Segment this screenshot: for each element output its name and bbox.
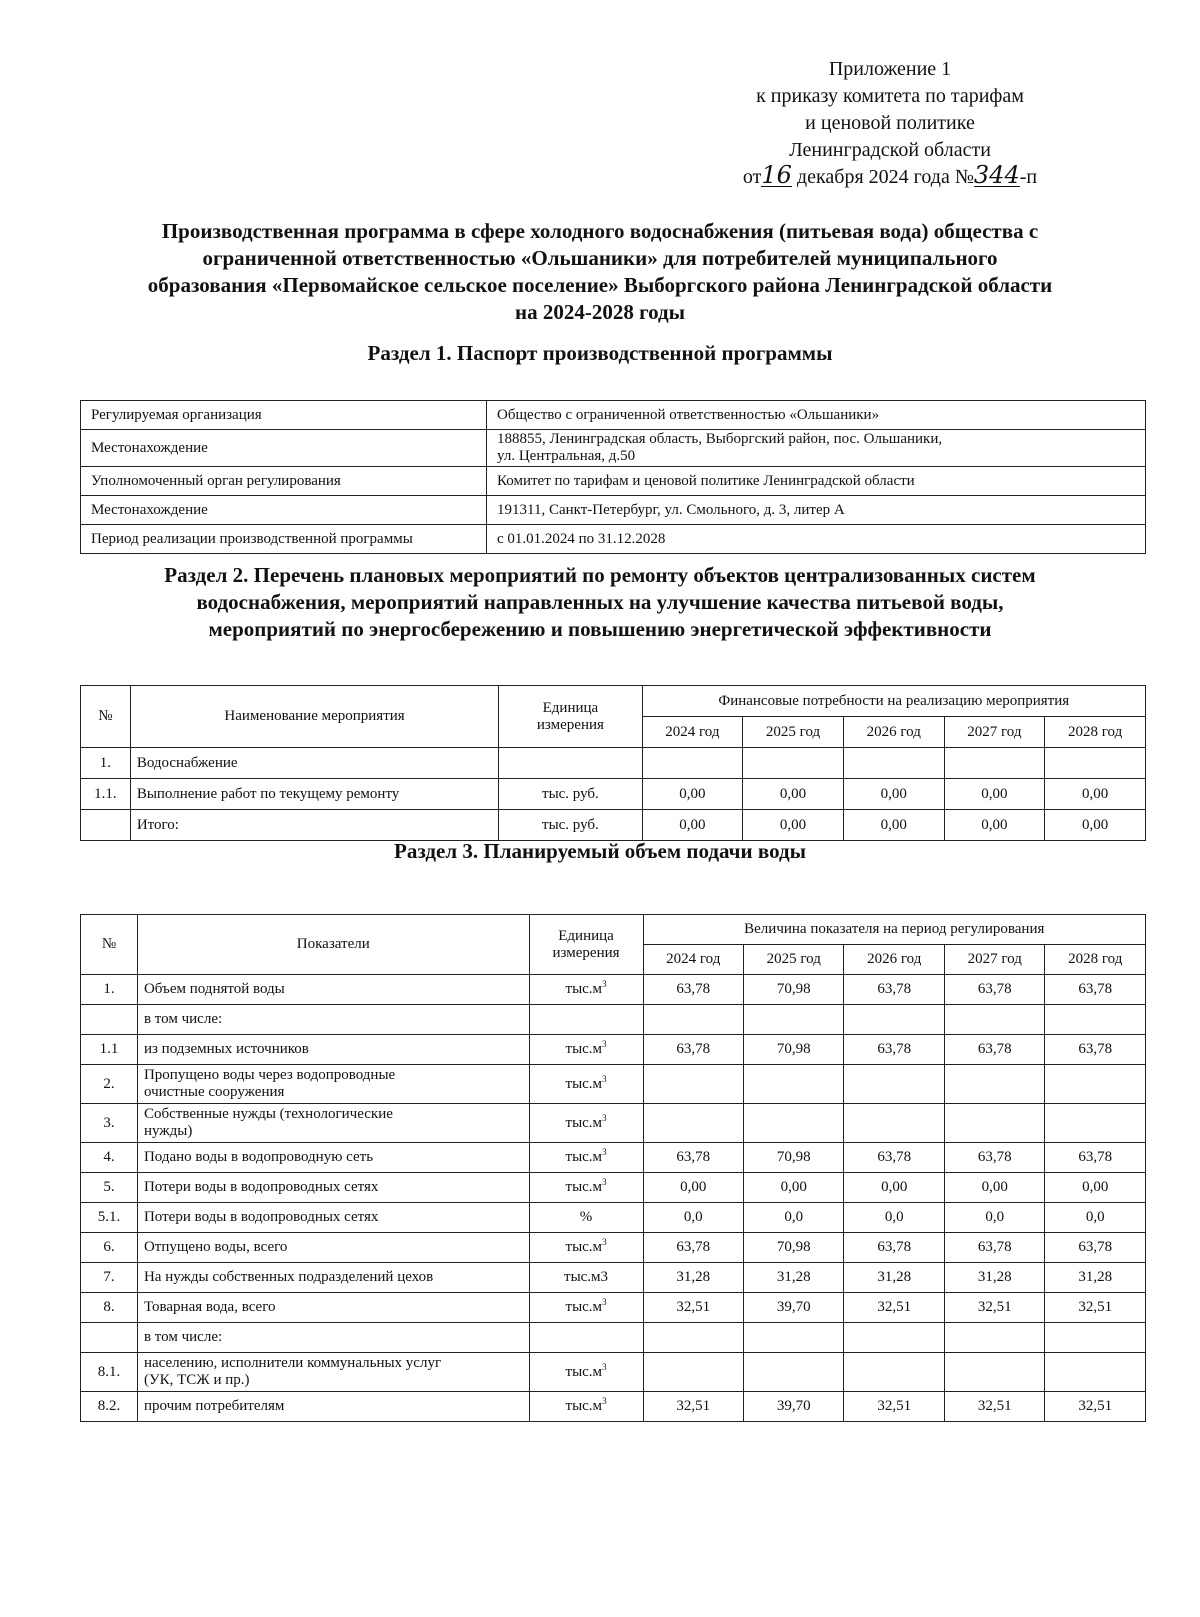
- volume-name-line: из подземных источников: [143, 1041, 309, 1057]
- measures-col-unit: [499, 686, 642, 748]
- volume-value: 31,28: [643, 1263, 743, 1293]
- volume-row: [81, 1005, 1146, 1035]
- volume-value: [944, 1104, 1044, 1143]
- measures-name: Водоснабжение: [130, 748, 498, 779]
- passport-value: [487, 496, 1146, 525]
- volume-name: [137, 1143, 529, 1173]
- volume-name: [137, 1203, 529, 1233]
- passport-value-line: Комитет по тарифам и ценовой политике Ленинградской области: [497, 472, 915, 489]
- measures-value: [843, 748, 944, 779]
- measures-value: 0,00: [944, 779, 1045, 810]
- volume-unit-text: тыс.м: [565, 1179, 603, 1195]
- measures-col-unit-line-2: измерения: [536, 716, 604, 733]
- volume-no: 5.1.: [81, 1203, 138, 1233]
- volume-col-unit-line-2: измерения: [552, 944, 620, 961]
- volume-value: [944, 1353, 1044, 1392]
- volume-name-line-2: (УК, ТСЖ и пр.): [143, 1372, 250, 1388]
- volume-col-name: Показатели: [137, 915, 529, 975]
- volume-name-line: в том числе:: [143, 1011, 223, 1027]
- volume-name: [137, 1173, 529, 1203]
- passport-row: [81, 430, 1146, 467]
- volume-unit: [529, 975, 643, 1005]
- measures-value: 0,00: [843, 779, 944, 810]
- volume-value: 32,51: [643, 1293, 743, 1323]
- volume-value: 31,28: [944, 1263, 1044, 1293]
- volume-value: 32,51: [1045, 1392, 1146, 1422]
- measures-no: 1.1.: [81, 779, 131, 810]
- measures-row: [81, 810, 1146, 841]
- volume-name: [137, 1323, 529, 1353]
- volume-unit: [529, 1005, 643, 1035]
- volume-unit-sup: 3: [602, 1297, 607, 1307]
- volume-value: 70,98: [744, 975, 844, 1005]
- measures-row: [81, 748, 1146, 779]
- volume-name-line: Подано воды в водопроводную сеть: [143, 1149, 374, 1165]
- volume-name: [137, 1065, 529, 1104]
- volume-value: 63,78: [1045, 1233, 1146, 1263]
- volume-value: 63,78: [944, 1233, 1044, 1263]
- volume-value: [643, 1323, 743, 1353]
- volume-name: [137, 1035, 529, 1065]
- volume-value: 32,51: [944, 1392, 1044, 1422]
- volume-unit: [529, 1104, 643, 1143]
- measures-value: 0,00: [944, 810, 1045, 841]
- volume-year-header: 2025 год: [744, 945, 844, 975]
- volume-value: [1045, 1104, 1146, 1143]
- passport-value: [487, 430, 1146, 467]
- volume-value: 63,78: [643, 975, 743, 1005]
- volume-value: 63,78: [944, 1035, 1044, 1065]
- order-day-handwritten: 16: [761, 161, 792, 189]
- volume-value: 63,78: [844, 1035, 944, 1065]
- volume-unit-text: тыс.м: [565, 1363, 603, 1380]
- section2-heading-line-1: Раздел 2. Перечень плановых мероприятий по ремонту объектов централизованных систем: [164, 563, 1036, 587]
- measures-value: [743, 748, 844, 779]
- measures-value: [944, 748, 1045, 779]
- volume-value: 63,78: [844, 1233, 944, 1263]
- volume-no: 8.2.: [81, 1392, 138, 1422]
- volume-no: 5.: [81, 1173, 138, 1203]
- volume-name-line: прочим потребителям: [143, 1398, 285, 1414]
- volume-year-header: 2026 год: [844, 945, 944, 975]
- volume-unit: [529, 1293, 643, 1323]
- volume-value: 63,78: [944, 975, 1044, 1005]
- measures-value: [1045, 748, 1146, 779]
- volume-value: [643, 1353, 743, 1392]
- measures-unit: тыс. руб.: [499, 779, 642, 810]
- order-middle: декабря 2024 года №: [796, 166, 974, 188]
- passport-row: [81, 525, 1146, 554]
- volume-name-line: населению, исполнители коммунальных услуг: [143, 1355, 442, 1371]
- passport-value-line: с 01.01.2024 по 31.12.2028: [497, 530, 666, 547]
- passport-value: [487, 525, 1146, 554]
- passport-key: Уполномоченный орган регулирования: [81, 467, 487, 496]
- volume-value: [844, 1323, 944, 1353]
- volume-unit-sup: 3: [602, 1073, 607, 1084]
- order-prefix: от: [742, 166, 762, 188]
- volume-value: 0,00: [1045, 1173, 1146, 1203]
- volume-row: [81, 1104, 1146, 1143]
- volume-row: [81, 1323, 1146, 1353]
- volume-row: [81, 1293, 1146, 1323]
- volume-row: [81, 1203, 1146, 1233]
- volume-value: 63,78: [1045, 1035, 1146, 1065]
- volume-value: [844, 1065, 944, 1104]
- measures-col-no: №: [81, 686, 131, 748]
- volume-row: [81, 1263, 1146, 1293]
- volume-unit: [529, 1233, 643, 1263]
- volume-year-header: 2028 год: [1045, 945, 1146, 975]
- volume-name-line: На нужды собственных подразделений цехов: [143, 1269, 434, 1285]
- measures-value: 0,00: [1045, 810, 1146, 841]
- volume-name: [137, 1353, 529, 1392]
- volume-name: [137, 1293, 529, 1323]
- volume-year-header: 2027 год: [944, 945, 1044, 975]
- volume-value: 63,78: [643, 1233, 743, 1263]
- volume-value: 32,51: [643, 1392, 743, 1422]
- volume-unit-text: тыс.м: [565, 1239, 603, 1255]
- volume-unit-text: тыс.м: [565, 1149, 603, 1165]
- volume-no: 6.: [81, 1233, 138, 1263]
- document-title: [70, 218, 1130, 326]
- volume-no: 1.: [81, 975, 138, 1005]
- volume-value: [844, 1353, 944, 1392]
- volume-col-values: Величина показателя на период регулирования: [643, 915, 1145, 945]
- volume-no: 7.: [81, 1263, 138, 1293]
- volume-row: [81, 1233, 1146, 1263]
- volume-value: [744, 1065, 844, 1104]
- volume-value: [744, 1323, 844, 1353]
- volume-unit-sup: 3: [602, 1112, 607, 1123]
- volume-name-line: Собственные нужды (технологические: [143, 1106, 393, 1122]
- volume-value: [944, 1005, 1044, 1035]
- volume-name-line: Объем поднятой воды: [143, 981, 285, 997]
- volume-value: 32,51: [944, 1293, 1044, 1323]
- measures-table: [80, 685, 1146, 841]
- appendix-header: [700, 56, 1080, 191]
- volume-value: 31,28: [1045, 1263, 1146, 1293]
- volume-unit: [529, 1263, 643, 1293]
- passport-key: Местонахождение: [81, 430, 487, 467]
- volume-unit-sup: 3: [602, 1177, 607, 1187]
- volume-unit-text: тыс.м: [565, 1041, 603, 1057]
- measures-unit: [499, 748, 642, 779]
- volume-unit-text: %: [579, 1209, 593, 1225]
- volume-no: [81, 1323, 138, 1353]
- measures-value: 0,00: [1045, 779, 1146, 810]
- measures-year-header: 2026 год: [843, 717, 944, 748]
- title-line-4: на 2024-2028 годы: [514, 300, 686, 324]
- volume-row: [81, 1143, 1146, 1173]
- volume-name-line: в том числе:: [143, 1329, 223, 1345]
- measures-name: Итого:: [130, 810, 498, 841]
- measures-value: 0,00: [843, 810, 944, 841]
- measures-year-header: 2024 год: [642, 717, 743, 748]
- measures-col-name: Наименование мероприятия: [130, 686, 498, 748]
- volume-value: [844, 1005, 944, 1035]
- volume-value: 0,0: [944, 1203, 1044, 1233]
- volume-unit: [529, 1353, 643, 1392]
- volume-value: 63,78: [1045, 975, 1146, 1005]
- volume-unit-sup: 3: [602, 979, 607, 989]
- measures-value: 0,00: [743, 779, 844, 810]
- volume-unit: [529, 1173, 643, 1203]
- passport-row: [81, 401, 1146, 430]
- volume-row: [81, 1035, 1146, 1065]
- section2-heading: [70, 562, 1130, 643]
- volume-value: 32,51: [844, 1392, 944, 1422]
- volume-no: 4.: [81, 1143, 138, 1173]
- passport-row: [81, 496, 1146, 525]
- measures-year-header: 2025 год: [743, 717, 844, 748]
- volume-unit: [529, 1323, 643, 1353]
- volume-value: 32,51: [1045, 1293, 1146, 1323]
- measures-col-unit-line-1: Единица: [542, 699, 599, 716]
- volume-value: 0,00: [643, 1173, 743, 1203]
- volume-value: 0,00: [744, 1173, 844, 1203]
- volume-value: [643, 1065, 743, 1104]
- title-line-2: ограниченной ответственностью «Ольшаники» для потребителей муниципального: [202, 246, 998, 270]
- volume-value: 0,00: [844, 1173, 944, 1203]
- volume-value: 63,78: [944, 1143, 1044, 1173]
- volume-unit: [529, 1065, 643, 1104]
- passport-table: [80, 400, 1146, 554]
- appendix-line-4: Ленинградской области: [789, 139, 991, 161]
- volume-value: 0,0: [643, 1203, 743, 1233]
- volume-value: 70,98: [744, 1143, 844, 1173]
- water-volume-table: [80, 914, 1146, 1422]
- order-date-line: [700, 161, 1080, 191]
- volume-value: 0,0: [1045, 1203, 1146, 1233]
- volume-no: [81, 1005, 138, 1035]
- volume-unit: [529, 1392, 643, 1422]
- volume-unit-sup: 3: [602, 1237, 607, 1247]
- title-line-1: Производственная программа в сфере холодного водоснабжения (питьевая вода) общества с: [161, 219, 1039, 243]
- volume-row: [81, 1392, 1146, 1422]
- volume-value: 70,98: [744, 1233, 844, 1263]
- passport-value: [487, 401, 1146, 430]
- volume-unit: [529, 1143, 643, 1173]
- volume-value: [844, 1104, 944, 1143]
- section2-heading-line-3: мероприятий по энергосбережению и повышению энергетической эффективности: [208, 617, 992, 641]
- measures-no: 1.: [81, 748, 131, 779]
- volume-unit: [529, 1035, 643, 1065]
- volume-unit: [529, 1203, 643, 1233]
- order-number-handwritten: 344: [973, 161, 1020, 189]
- volume-value: [744, 1104, 844, 1143]
- volume-row: [81, 975, 1146, 1005]
- volume-value: [1045, 1005, 1146, 1035]
- volume-name: [137, 1263, 529, 1293]
- measures-name: Выполнение работ по текущему ремонту: [130, 779, 498, 810]
- volume-name: [137, 1104, 529, 1143]
- volume-value: 0,0: [844, 1203, 944, 1233]
- volume-value: [744, 1005, 844, 1035]
- volume-no: 1.1: [81, 1035, 138, 1065]
- volume-unit-text: тыс.м: [565, 981, 603, 997]
- volume-name: [137, 1392, 529, 1422]
- volume-unit-sup: 3: [602, 1396, 607, 1406]
- volume-value: 63,78: [1045, 1143, 1146, 1173]
- volume-value: 63,78: [844, 975, 944, 1005]
- volume-name-line: Потери воды в водопроводных сетях: [143, 1209, 379, 1225]
- measures-value: 0,00: [642, 779, 743, 810]
- volume-unit-sup: 3: [602, 1147, 607, 1157]
- measures-value: [642, 748, 743, 779]
- volume-no: 2.: [81, 1065, 138, 1104]
- appendix-line-2: к приказу комитета по тарифам: [756, 85, 1024, 107]
- volume-col-unit: [529, 915, 643, 975]
- volume-name: [137, 1005, 529, 1035]
- volume-name: [137, 1233, 529, 1263]
- passport-key: Местонахождение: [81, 496, 487, 525]
- volume-value: 63,78: [643, 1143, 743, 1173]
- volume-value: 0,00: [944, 1173, 1044, 1203]
- measures-year-header: 2027 год: [944, 717, 1045, 748]
- passport-key: Период реализации производственной программы: [81, 525, 487, 554]
- appendix-line-3: и ценовой политике: [805, 112, 975, 134]
- title-line-3: образования «Первомайское сельское поселение» Выборгского района Ленинградской области: [147, 273, 1053, 297]
- passport-value-line: 191311, Санкт-Петербург, ул. Смольного, д. 3, литер А: [497, 501, 845, 518]
- volume-value: [643, 1104, 743, 1143]
- volume-row: [81, 1173, 1146, 1203]
- volume-row: [81, 1065, 1146, 1104]
- measures-value: 0,00: [743, 810, 844, 841]
- order-suffix: -п: [1019, 166, 1038, 188]
- volume-unit-text: тыс.м: [565, 1114, 603, 1131]
- section3-heading: Раздел 3. Планируемый объем подачи воды: [394, 839, 806, 863]
- volume-value: 63,78: [643, 1035, 743, 1065]
- volume-unit-sup: 3: [602, 1361, 607, 1372]
- measures-value: 0,00: [642, 810, 743, 841]
- volume-value: [1045, 1353, 1146, 1392]
- measures-unit: тыс. руб.: [499, 810, 642, 841]
- volume-name-line: Отпущено воды, всего: [143, 1239, 288, 1255]
- volume-unit-sup: 3: [602, 1039, 607, 1049]
- volume-value: [944, 1323, 1044, 1353]
- volume-name: [137, 975, 529, 1005]
- passport-value-line: Общество с ограниченной ответственностью «Ольшаники»: [497, 406, 880, 423]
- appendix-line-1: Приложение 1: [828, 58, 952, 80]
- volume-year-header: 2024 год: [643, 945, 743, 975]
- volume-col-no: №: [81, 915, 138, 975]
- passport-key: Регулируемая организация: [81, 401, 487, 430]
- section1-heading: Раздел 1. Паспорт производственной программы: [367, 341, 833, 365]
- volume-unit-text: тыс.м: [565, 1398, 603, 1414]
- volume-name-line: Пропущено воды через водопроводные: [143, 1067, 396, 1083]
- volume-unit-text: тыс.м: [565, 1075, 603, 1092]
- volume-unit-text: тыс.м: [565, 1299, 603, 1315]
- volume-name-line: Потери воды в водопроводных сетях: [143, 1179, 379, 1195]
- volume-name-line-2: нужды): [143, 1123, 193, 1139]
- volume-value: 0,0: [744, 1203, 844, 1233]
- measures-row: [81, 779, 1146, 810]
- volume-row: [81, 1353, 1146, 1392]
- volume-value: [744, 1353, 844, 1392]
- volume-value: 39,70: [744, 1392, 844, 1422]
- volume-value: [643, 1005, 743, 1035]
- volume-no: 3.: [81, 1104, 138, 1143]
- measures-year-header: 2028 год: [1045, 717, 1146, 748]
- volume-no: 8.: [81, 1293, 138, 1323]
- volume-col-unit-line-1: Единица: [558, 927, 614, 944]
- passport-row: [81, 467, 1146, 496]
- volume-value: [1045, 1323, 1146, 1353]
- volume-value: 31,28: [844, 1263, 944, 1293]
- volume-unit-text: тыс.м3: [564, 1269, 609, 1285]
- volume-value: 32,51: [844, 1293, 944, 1323]
- passport-value-line: 188855, Ленинградская область, Выборгский район, пос. Ольшаники,: [497, 431, 943, 447]
- measures-col-finance: Финансовые потребности на реализацию мероприятия: [642, 686, 1145, 717]
- volume-value: 39,70: [744, 1293, 844, 1323]
- volume-name-line-2: очистные сооружения: [143, 1084, 285, 1100]
- volume-value: 63,78: [844, 1143, 944, 1173]
- volume-value: 70,98: [744, 1035, 844, 1065]
- measures-no: [81, 810, 131, 841]
- volume-name-line: Товарная вода, всего: [143, 1299, 276, 1315]
- passport-value-line-2: ул. Центральная, д.50: [497, 448, 636, 464]
- passport-value: [487, 467, 1146, 496]
- volume-no: 8.1.: [81, 1353, 138, 1392]
- volume-value: [944, 1065, 1044, 1104]
- volume-value: [1045, 1065, 1146, 1104]
- section2-heading-line-2: водоснабжения, мероприятий направленных на улучшение качества питьевой воды,: [196, 590, 1004, 614]
- volume-value: 31,28: [744, 1263, 844, 1293]
